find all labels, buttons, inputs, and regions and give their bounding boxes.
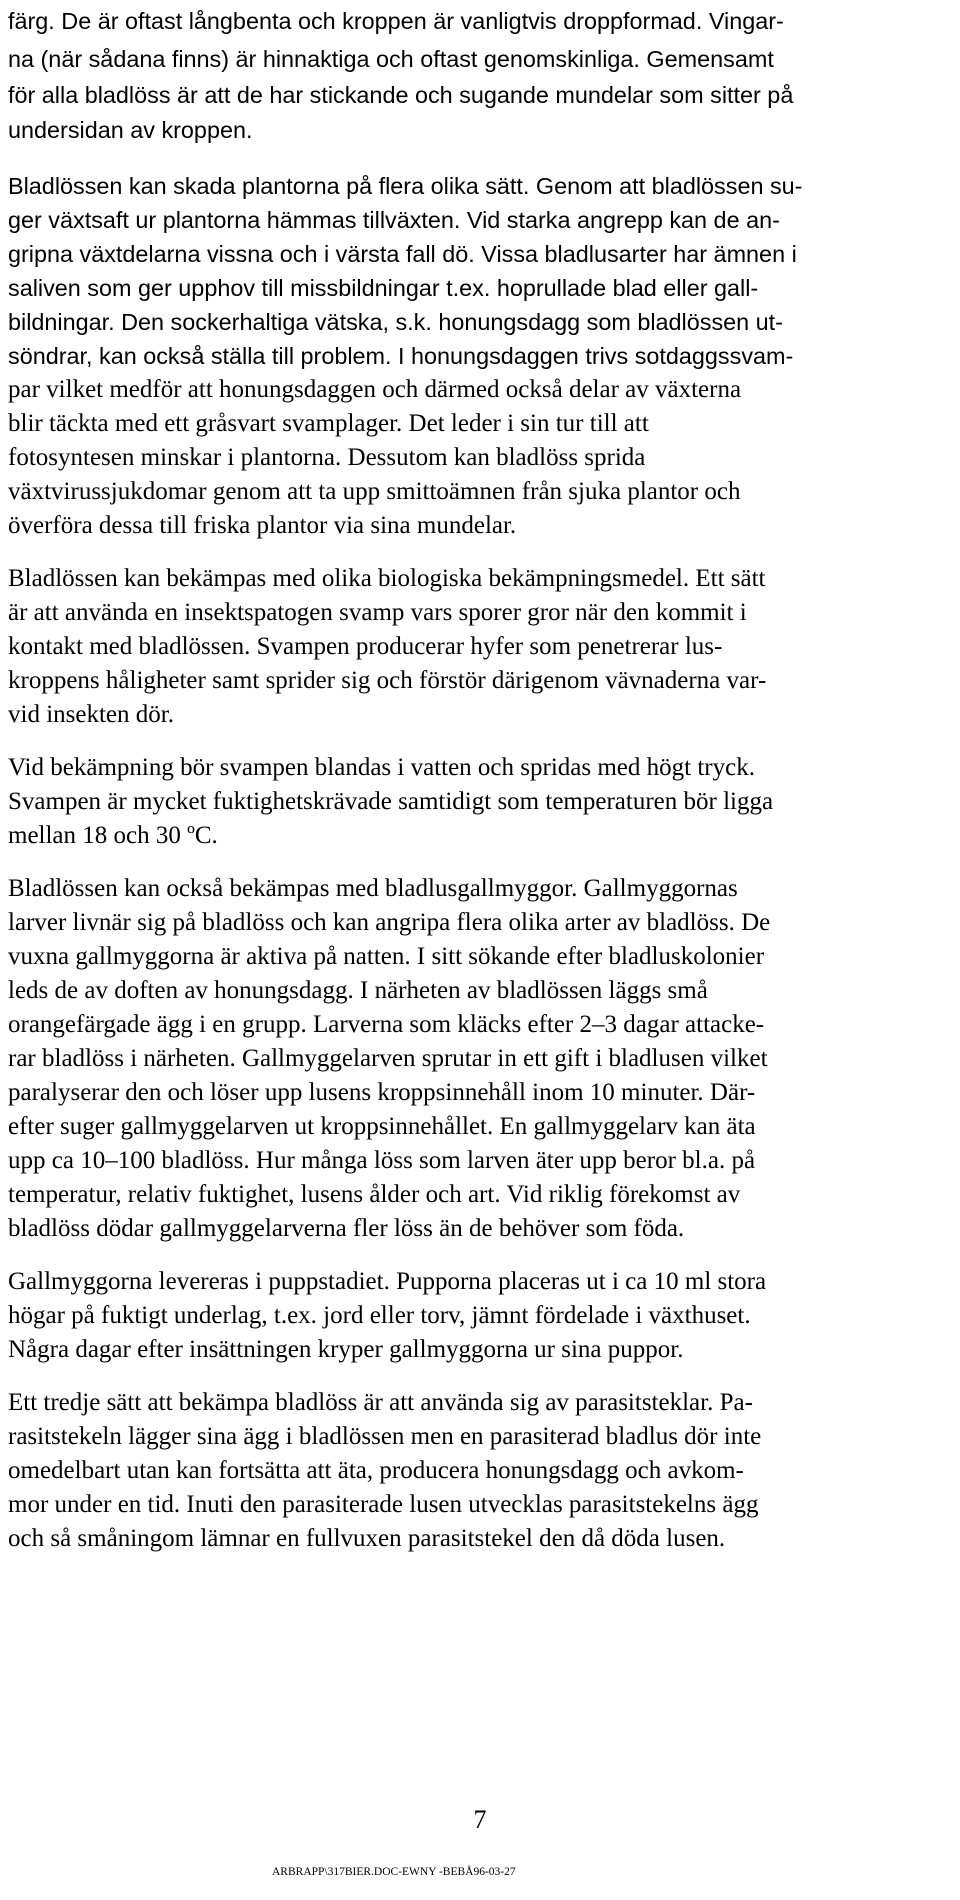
text-line: fotosyntesen minskar i plantorna. Dessutom kan bladlöss sprida	[8, 444, 646, 471]
text-line: Bladlössen kan bekämpas med olika biologiska bekämpningsmedel. Ett sätt	[8, 565, 766, 592]
text-line: och så småningom lämnar en fullvuxen parasitstekel den då döda lusen.	[8, 1525, 726, 1552]
text-line: mor under en tid. Inuti den parasiterade lusen utvecklas parasitstekelns ägg	[8, 1491, 759, 1518]
text-line: är att använda en insektspatogen svamp vars sporer gror när den kommit i	[8, 599, 747, 626]
text-line: blir täckta med ett gråsvart svamplager. Det leder i sin tur till att	[8, 410, 649, 437]
text-line: kroppens håligheter samt sprider sig och förstör därigenom vävnaderna var-	[8, 667, 767, 694]
text-line: rar bladlöss i närheten. Gallmyggelarven sprutar in ett gift i bladlusen vilket	[8, 1045, 768, 1072]
text-line: Några dagar efter insättningen kryper gallmyggorna ur sina puppor.	[8, 1336, 684, 1363]
text-line: orangefärgade ägg i en grupp. Larverna som kläcks efter 2–3 dagar attacke-	[8, 1011, 765, 1038]
text-line: saliven som ger upphov till missbildningar t.ex. hoprullade blad eller gall-	[8, 275, 759, 301]
text-line: för alla bladlöss är att de har stickande och sugande mundelar som sitter på	[8, 82, 794, 108]
text-line: Vid bekämpning bör svampen blandas i vatten och spridas med högt tryck.	[8, 754, 755, 781]
text-line: överföra dessa till friska plantor via sina mundelar.	[8, 512, 517, 539]
text-line: omedelbart utan kan fortsätta att äta, producera honungsdagg och avkom-	[8, 1457, 744, 1484]
text-line: temperatur, relativ fuktighet, lusens ålder och art. Vid riklig förekomst av	[8, 1181, 741, 1208]
text-line: färg. De är oftast långbenta och kroppen är vanligtvis droppformad. Vingar-	[8, 8, 784, 34]
text-line: bildningar. Den sockerhaltiga vätska, s.k. honungsdagg som bladlössen ut-	[8, 309, 783, 335]
text-line: ger växtsaft ur plantorna hämmas tillväxten. Vid starka angrepp kan de an-	[8, 207, 780, 233]
text-line: Bladlössen kan skada plantorna på flera olika sätt. Genom att bladlössen su-	[8, 173, 803, 199]
page-number: 7	[473, 1805, 487, 1834]
text-line: Gallmyggorna levereras i puppstadiet. Pupporna placeras ut i ca 10 ml stora	[8, 1268, 767, 1295]
text-line: par vilket medför att honungsdaggen och därmed också delar av växterna	[8, 376, 742, 403]
text-line: kontakt med bladlössen. Svampen producerar hyfer som penetrerar lus-	[8, 633, 723, 660]
text-line: söndrar, kan också ställa till problem. I honungsdaggen trivs sotdaggssvam-	[8, 343, 794, 369]
text-line: rasitstekeln lägger sina ägg i bladlössen men en parasiterad bladlus dör inte	[8, 1423, 762, 1450]
text-line: upp ca 10–100 bladlöss. Hur många löss som larven äter upp beror bl.a. på	[8, 1147, 756, 1174]
text-line: mellan 18 och 30 ºC.	[8, 822, 218, 849]
footer-file-path: ARBRAPP\317BIER.DOC-EWNY -BEBÅ96-03-27	[272, 1866, 516, 1878]
text-line: bladlöss dödar gallmyggelarverna fler löss än de behöver som föda.	[8, 1215, 685, 1242]
text-line: paralyserar den och löser upp lusens kroppsinnehåll inom 10 minuter. Där-	[8, 1079, 756, 1106]
text-line: larver livnär sig på bladlöss och kan angripa flera olika arter av bladlöss. De	[8, 909, 771, 936]
text-line: vid insekten dör.	[8, 701, 174, 728]
text-line: växtvirussjukdomar genom att ta upp smittoämnen från sjuka plantor och	[8, 478, 741, 505]
text-line: högar på fuktigt underlag, t.ex. jord eller torv, jämnt fördelade i växthuset.	[8, 1302, 751, 1329]
text-line: Ett tredje sätt att bekämpa bladlöss är att använda sig av parasitsteklar. Pa-	[8, 1389, 753, 1416]
text-line: undersidan av kroppen.	[8, 117, 253, 143]
text-line: na (när sådana finns) är hinnaktiga och oftast genomskinliga. Gemensamt	[8, 46, 774, 72]
text-line: gripna växtdelarna vissna och i värsta fall dö. Vissa bladlusarter har ämnen i	[8, 241, 797, 267]
text-line: Svampen är mycket fuktighetskrävade samtidigt som temperaturen bör ligga	[8, 788, 774, 815]
text-line: efter suger gallmyggelarven ut kroppsinnehållet. En gallmyggelarv kan äta	[8, 1113, 756, 1140]
text-line: Bladlössen kan också bekämpas med bladlusgallmyggor. Gallmyggornas	[8, 875, 738, 902]
text-line: vuxna gallmyggorna är aktiva på natten. I sitt sökande efter bladluskolonier	[8, 943, 765, 970]
text-line: leds de av doften av honungsdagg. I närheten av bladlössen läggs små	[8, 977, 708, 1004]
